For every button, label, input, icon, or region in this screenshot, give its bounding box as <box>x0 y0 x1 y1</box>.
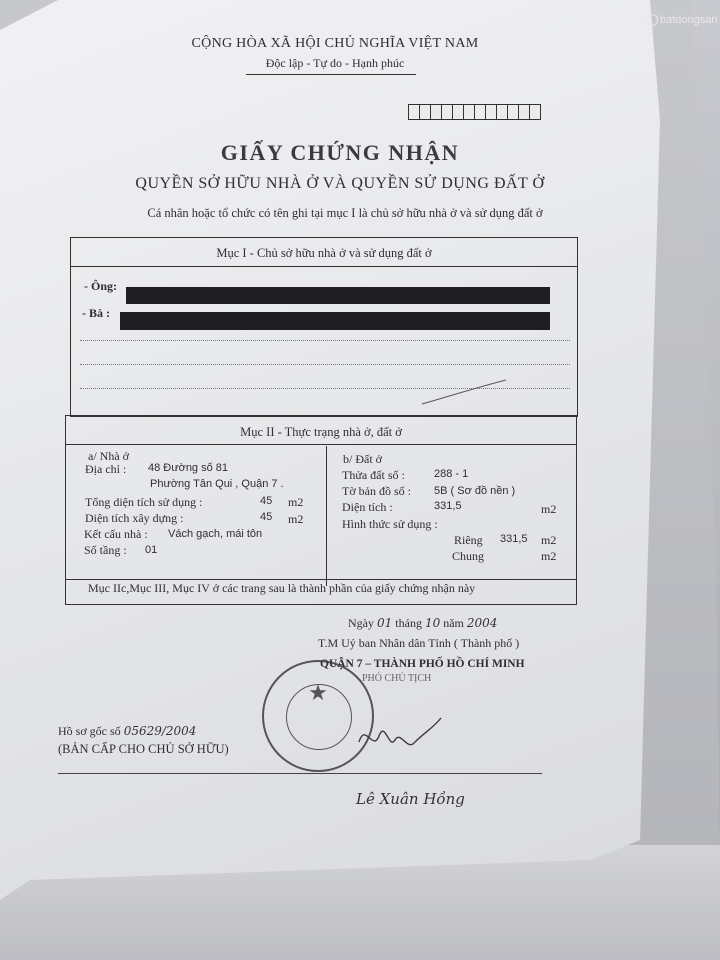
country-header: CỘNG HÒA XÃ HỘI CHỦ NGHĨA VIỆT NAM <box>191 36 479 51</box>
authority-line: T.M Uỷ ban Nhân dân Tỉnh ( Thành phố ) <box>318 636 520 650</box>
day-value: 01 <box>377 616 393 630</box>
map-label: Tờ bản đồ số : <box>342 484 412 498</box>
land-area-value: 331,5 <box>434 500 462 512</box>
dotted-line <box>80 340 570 341</box>
signature-line <box>58 773 542 774</box>
address-line-2: Phường Tân Qui , Quận 7 . <box>150 478 284 490</box>
land-area-label: Diện tích : <box>342 500 393 514</box>
seal-star-icon: ★ <box>308 680 328 705</box>
serial-number-boxes <box>408 104 540 120</box>
section-2-footline <box>66 579 576 580</box>
motto: Độc lập - Tự do - Hạnh phúc <box>265 56 405 70</box>
section-2-footer-note: Mục IIc,Mục III, Mục IV ở các trang sau là thành phần của giấy chứng nhận này <box>88 581 476 595</box>
month-value: 10 <box>424 616 441 630</box>
house-label: a/ Nhà ở <box>88 449 129 463</box>
origin-record-value: 05629/2004 <box>123 724 197 738</box>
private-unit: m2 <box>541 533 557 547</box>
watermark-logo-icon <box>646 14 658 26</box>
watermark: batdongsan <box>646 14 718 26</box>
shared-unit: m2 <box>541 549 557 563</box>
land-label: b/ Đất ở <box>343 452 383 466</box>
land-area-unit: m2 <box>541 502 557 516</box>
origin-record-line <box>58 724 196 739</box>
plot-value: 288 - 1 <box>434 468 469 480</box>
day-label: Ngày <box>348 616 374 630</box>
position-line: PHÓ CHỦ TỊCH <box>362 673 432 684</box>
motto-underline <box>246 74 416 75</box>
certificate-subtitle: QUYỀN SỞ HỮU NHÀ Ở VÀ QUYỀN SỬ DỤNG ĐẤT Ở <box>135 175 545 192</box>
built-area-label: Diện tích xây dựng : <box>85 511 184 525</box>
redacted-owner-mrs <box>120 312 550 330</box>
private-label: Riêng <box>454 533 483 547</box>
private-value: 331,5 <box>500 533 528 545</box>
date-line <box>348 616 497 631</box>
section-1-heading: Mục I - Chủ sở hữu nhà ở và sử dụng đất ở <box>71 238 577 267</box>
year-value: 2004 <box>466 616 498 630</box>
shared-label: Chung <box>452 549 485 563</box>
intro-text: Cá nhân hoặc tổ chức có tên ghi tại mục I là chủ sở hữu nhà ở và sử dụng đất ở <box>147 206 543 220</box>
total-area-value: 45 <box>260 495 273 507</box>
owner-mr-label: - Ông: <box>84 279 117 293</box>
origin-record-label: Hồ sơ gốc số <box>58 724 121 738</box>
pen-stroke <box>420 378 510 408</box>
built-area-value: 45 <box>260 511 273 523</box>
usage-label: Hình thức sử dụng : <box>342 517 438 531</box>
month-label: tháng <box>395 616 422 630</box>
total-area-label: Tổng diện tích sử dụng : <box>85 495 203 509</box>
owner-mrs-label: - Bà : <box>82 306 110 320</box>
address-line-1: 48 Đường số 81 <box>148 462 229 474</box>
signature-scribble <box>355 712 445 762</box>
redacted-owner-mr <box>126 287 550 304</box>
address-label: Địa chỉ : <box>85 462 127 476</box>
floors-value: 01 <box>145 544 158 556</box>
dotted-line <box>80 364 570 365</box>
total-area-unit: m2 <box>288 495 304 509</box>
floors-label: Số tầng : <box>84 543 127 557</box>
structure-label: Kết cấu nhà : <box>84 527 148 541</box>
map-value: 5B ( Sơ đồ nền ) <box>434 485 516 497</box>
certificate-title: GIẤY CHỨNG NHẬN <box>220 140 460 165</box>
section-2-heading: Mục II - Thực trạng nhà ở, đất ở <box>66 416 576 445</box>
signer-name: Lê Xuân Hồng <box>356 790 465 808</box>
section-2-box <box>65 415 577 605</box>
built-area-unit: m2 <box>288 512 304 526</box>
district-line: QUẬN 7 – THÀNH PHỐ HỒ CHÍ MINH <box>320 658 525 670</box>
plot-label: Thửa đất số : <box>342 468 405 482</box>
copy-note: (BẢN CẤP CHO CHỦ SỞ HỮU) <box>58 742 229 756</box>
structure-value: Vách gạch, mái tôn <box>168 528 263 540</box>
year-label: năm <box>443 616 464 630</box>
section-2-divider <box>326 446 327 586</box>
